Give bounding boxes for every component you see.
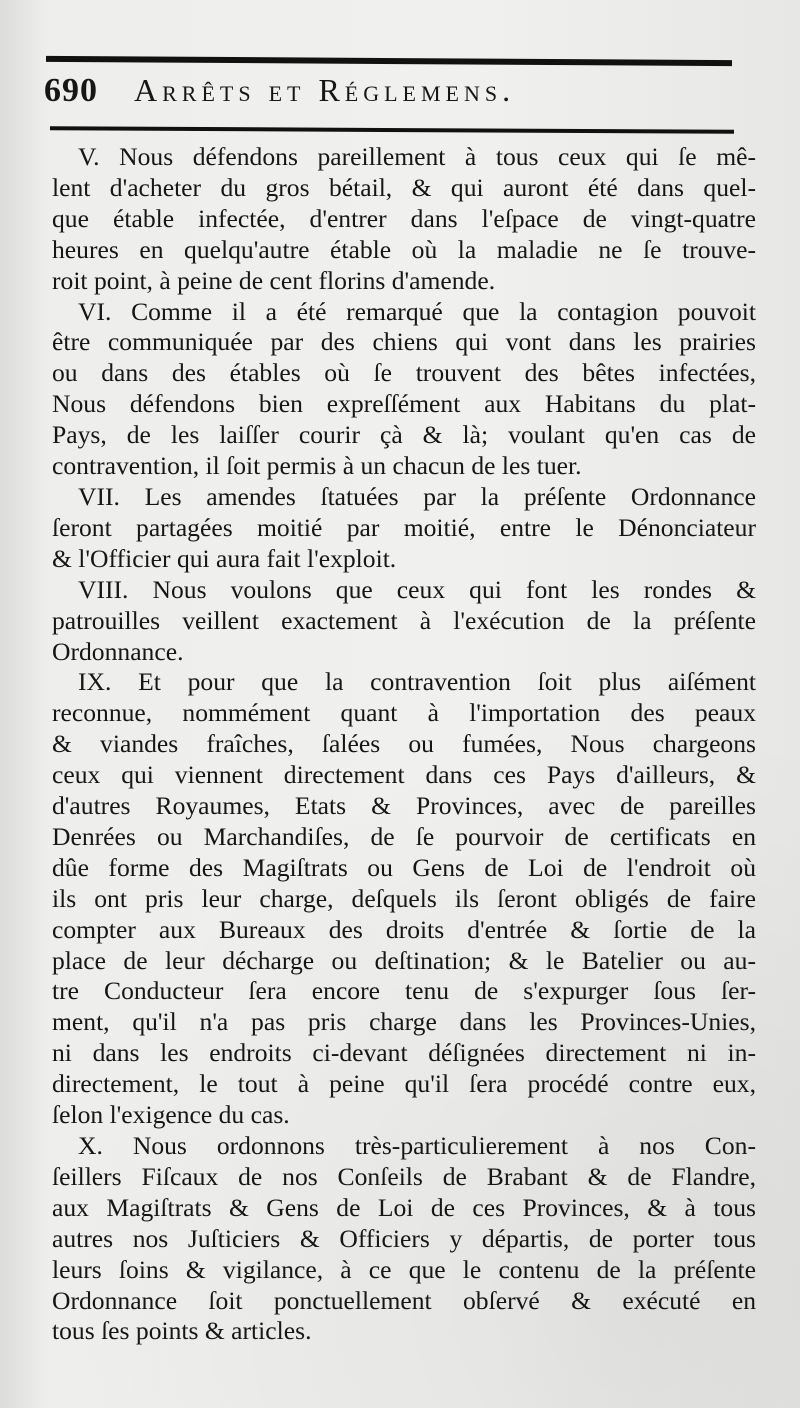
text-line: ou dans des étables où ſe trouvent des bêtes infectées,: [52, 358, 756, 388]
text-line: ſeillers Fiſcaux de nos Conſeils de Brabant & de Flandre,: [52, 1161, 756, 1191]
text-line: VIII. Nous voulons que ceux qui font les rondes &: [78, 574, 756, 604]
article-vii: [52, 482, 756, 575]
running-title: Arrêts et Réglemens.: [134, 72, 516, 108]
text-line: que étable infectée, d'entrer dans l'eſpace de vingt-quatre: [52, 203, 756, 233]
text-line: Denrées ou Marchandiſes, de ſe pourvoir de certificats en: [52, 821, 756, 851]
text-line: & viandes fraîches, ſalées ou fumées, Nous chargeons: [52, 729, 756, 759]
text-line: ſeront partagées moitié par moitié, entre le Dénonciateur: [52, 512, 756, 542]
text-line: place de leur décharge ou deſtination; & le Batelier ou au-: [52, 945, 756, 975]
text-line: patrouilles veillent exactement à l'exécution de la préſente: [52, 605, 756, 635]
text-line: V. Nous défendons pareillement à tous ceux qui ſe mê-: [78, 142, 756, 171]
page-header: [44, 72, 734, 122]
text-line: aux Magiſtrats & Gens de Loi de ces Provinces, & à tous: [52, 1192, 756, 1222]
text-line: leurs ſoins & vigilance, à ce que le contenu de la préſente: [52, 1254, 756, 1284]
text-line: heures en quelqu'autre étable où la maladie ne ſe trouve-: [52, 234, 756, 264]
text-line: Ordonnance ſoit ponctuellement obſervé & exécuté en: [52, 1285, 756, 1315]
text-line: Ordonnance.: [52, 636, 184, 666]
text-line: être communiquée par des chiens qui vont dans les prairies: [52, 327, 756, 357]
text-line: dûe forme des Magiſtrats ou Gens de Loi de l'endroit où: [52, 852, 756, 882]
text-line: ceux qui viennent directement dans ces Pays d'ailleurs, &: [52, 760, 756, 790]
text-line: VI. Comme il a été remarqué que la contagion pouvoit: [78, 296, 756, 326]
article-text: [52, 142, 756, 1347]
article-x: [52, 1131, 756, 1347]
text-line: IX. Et pour que la contravention ſoit plus aiſément: [78, 667, 756, 697]
text-line: autres nos Juſticiers & Officiers y départis, de porter tous: [52, 1223, 756, 1253]
article-v: [52, 142, 756, 297]
text-line: roit point, à peine de cent florins d'amende.: [52, 265, 496, 295]
text-line: compter aux Bureaux des droits d'entrée & ſortie de la: [52, 914, 756, 944]
article-viii: [52, 575, 756, 668]
text-line: lent d'acheter du gros bétail, & qui auront été dans quel-: [52, 172, 756, 202]
text-line: directement, le tout à peine qu'il ſera procédé contre eux,: [52, 1069, 756, 1099]
text-line: X. Nous ordonnons très-particulierement à nos Con-: [78, 1131, 756, 1160]
text-line: reconnue, nommément quant à l'importation des peaux: [52, 698, 756, 728]
page-number: 690: [44, 72, 98, 109]
article-ix: [52, 667, 756, 1131]
text-line: d'autres Royaumes, Etats & Provinces, avec de pareilles: [52, 791, 756, 821]
text-line: contravention, il ſoit permis à un chacun de les tuer.: [52, 451, 582, 481]
text-line: ils ont pris leur charge, deſquels ils ſeront obligés de faire: [52, 883, 756, 913]
text-line: & l'Officier qui aura fait l'exploit.: [52, 543, 397, 573]
header-rule: [50, 126, 734, 134]
text-line: ſelon l'exigence du cas.: [52, 1100, 290, 1130]
text-line: ment, qu'il n'a pas pris charge dans les Provinces-Unies,: [52, 1007, 756, 1037]
article-vi: [52, 297, 756, 482]
text-line: Nous défendons bien expreſſément aux Habitans du plat-: [52, 389, 756, 419]
text-line: ni dans les endroits ci-devant déſignées directement ni in-: [52, 1038, 756, 1068]
text-line: Pays, de les laiſſer courir çà & là; voulant qu'en cas de: [52, 420, 756, 450]
top-rule: [46, 56, 732, 66]
text-line: tous ſes points & articles.: [52, 1316, 312, 1346]
text-line: VII. Les amendes ſtatuées par la préſente Ordonnance: [78, 481, 756, 511]
text-line: tre Conducteur ſera encore tenu de s'expurger ſous ſer-: [52, 976, 756, 1006]
